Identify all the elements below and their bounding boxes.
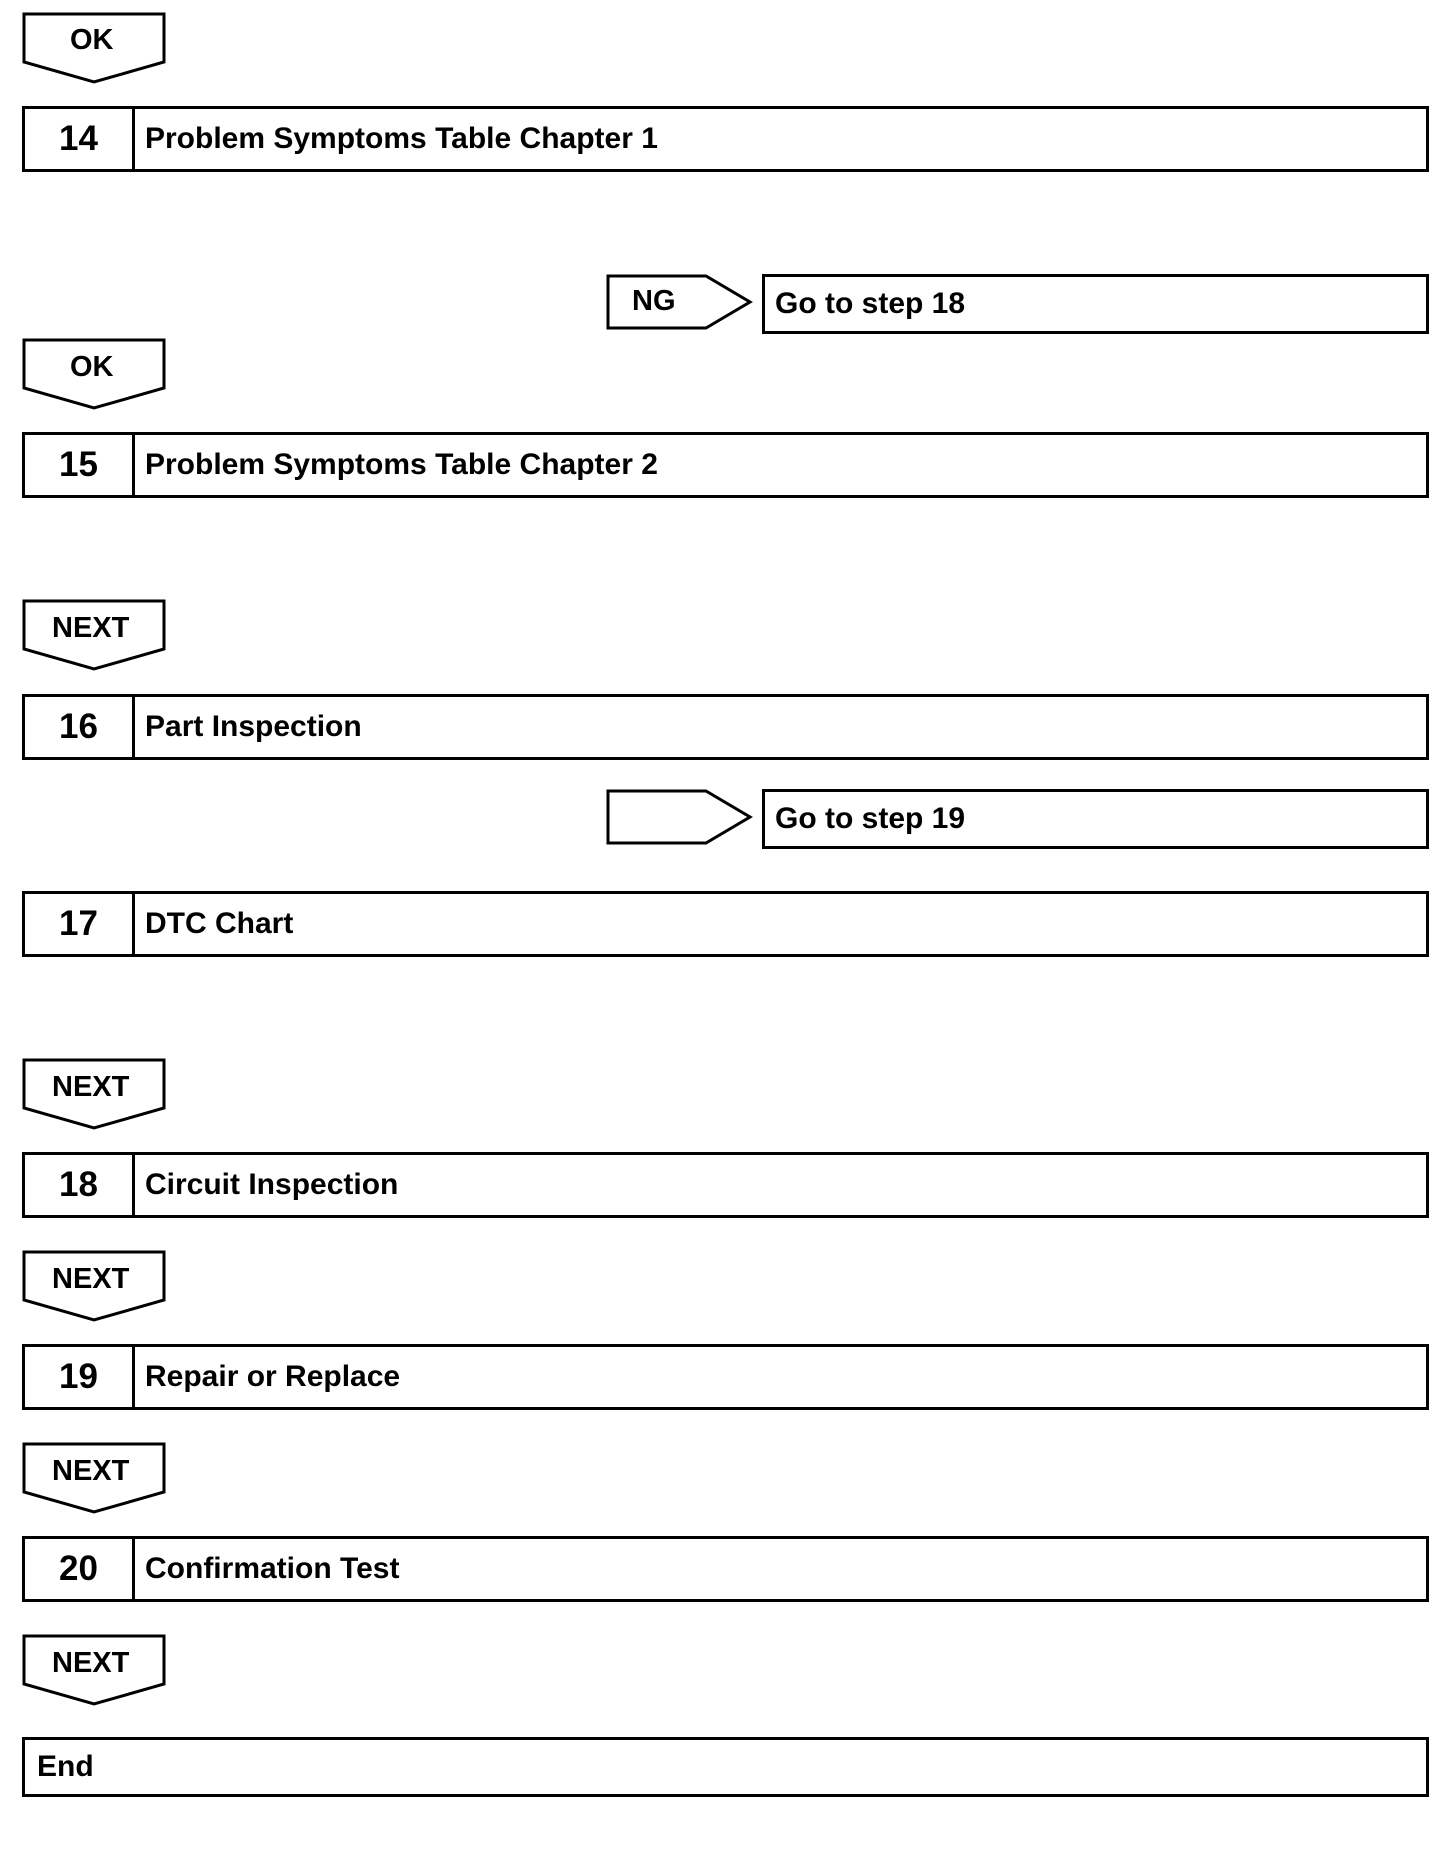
ng-arrow-label: NG: [632, 285, 676, 317]
step-title: Problem Symptoms Table Chapter 1: [145, 122, 658, 155]
step-title: Circuit Inspection: [145, 1168, 399, 1201]
step-title: Part Inspection: [145, 710, 362, 743]
step-15-box: [22, 432, 1429, 498]
step-18-box: [22, 1152, 1429, 1218]
step-number: 18: [25, 1155, 135, 1215]
branch-arrow-shape: [606, 789, 752, 845]
ok-arrow-label: OK: [70, 351, 114, 383]
step-20-box: [22, 1536, 1429, 1602]
next-arrow-label: NEXT: [52, 1071, 130, 1103]
next-arrow-label: NEXT: [52, 1263, 130, 1295]
step-number: 20: [25, 1539, 135, 1599]
step-title: Problem Symptoms Table Chapter 2: [145, 448, 658, 481]
step-title: Confirmation Test: [145, 1552, 400, 1585]
step-title: Repair or Replace: [145, 1360, 401, 1393]
end-box: End: [22, 1737, 1429, 1797]
step-title: DTC Chart: [145, 907, 294, 940]
goto-step-19-box: Go to step 19: [762, 789, 1429, 849]
next-arrow-label: NEXT: [52, 1647, 130, 1679]
step-17-box: [22, 891, 1429, 957]
ok-arrow-label: OK: [70, 24, 114, 56]
goto-step-18-box: Go to step 18: [762, 274, 1429, 334]
step-number: 17: [25, 894, 135, 954]
step-number: 14: [25, 109, 135, 169]
step-number: 15: [25, 435, 135, 495]
step-19-box: [22, 1344, 1429, 1410]
step-number: 16: [25, 697, 135, 757]
next-arrow-label: NEXT: [52, 612, 130, 644]
ng-arrow-shape: [606, 274, 752, 330]
next-arrow-label: NEXT: [52, 1455, 130, 1487]
step-number: 19: [25, 1347, 135, 1407]
step-16-box: [22, 694, 1429, 760]
step-14-box: [22, 106, 1429, 172]
